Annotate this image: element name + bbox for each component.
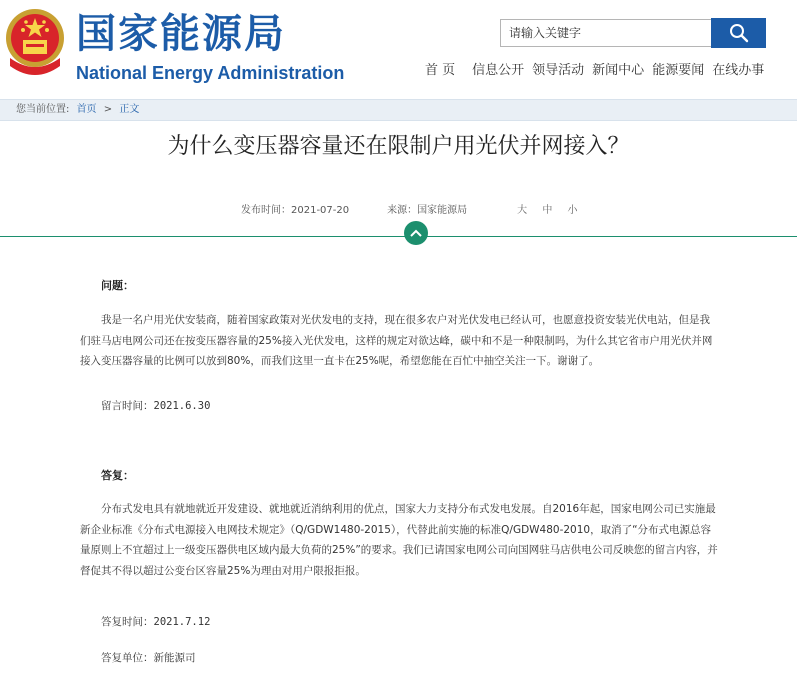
breadcrumb — [0, 99, 797, 121]
content-divider — [0, 236, 797, 237]
brand-title-cn[interactable]: 国家能源局 — [76, 11, 286, 57]
font-size-medium[interactable]: 中 — [542, 205, 553, 216]
chevron-up-icon — [410, 228, 422, 238]
nav-energy-news[interactable]: 能源要闻 — [652, 63, 705, 78]
answer-text: 分布式发电具有就地就近开发建设、就地就近消纳利用的优点，国家大力支持分布式发电发展。自2016年起，国家电网公司已实施最新企业标准《分布式电源接入电网技术规定》（Q/GDW1480-2015），代替此前实施的标准Q/GDW480-2010，取消了“分布式电源总容量原则上不宜超过上一级变压器供电区域内最大负荷的25%”的要求。我们已请国家电网公司向国网驻马店供电公司反映您的留言内容，并督促其不得以超过公变台区容量25%为理由对用户限报拒报。 — [80, 503, 718, 577]
font-size-switcher — [517, 201, 589, 216]
breadcrumb-home-link[interactable]: 首页 — [76, 104, 97, 115]
question-time: 留言时间：2021.6.30 — [101, 400, 211, 412]
nav-home[interactable]: 首 页 — [425, 63, 456, 78]
search-button[interactable] — [711, 18, 766, 48]
search-input[interactable]: 请输入关键字 — [500, 19, 712, 47]
national-emblem-icon — [4, 6, 66, 82]
answer-unit: 答复单位：新能源司 — [101, 652, 196, 664]
brand-title-en[interactable]: National Energy Administration — [76, 63, 345, 83]
question-heading: 问题： — [101, 279, 134, 292]
article-title: 为什么变压器容量还在限制户用光伏并网接入？ — [167, 134, 630, 159]
collapse-toggle-button[interactable] — [404, 221, 428, 245]
font-size-small[interactable]: 小 — [567, 205, 578, 216]
search-icon — [729, 23, 749, 43]
nav-info-disclosure[interactable]: 信息公开 — [472, 63, 525, 78]
nav-news-center[interactable]: 新闻中心 — [592, 63, 645, 78]
font-size-large[interactable]: 大 — [517, 205, 528, 216]
breadcrumb-prefix: 您当前位置: — [16, 104, 70, 115]
nav-online-services[interactable]: 在线办事 — [712, 63, 765, 78]
article-meta — [241, 201, 590, 216]
answer-heading: 答复： — [101, 469, 134, 482]
breadcrumb-current: 正文 — [119, 104, 140, 115]
nav-leadership[interactable]: 领导活动 — [532, 63, 585, 78]
article-source: 来源：国家能源局 — [387, 205, 468, 216]
answer-time: 答复时间：2021.7.12 — [101, 616, 211, 628]
breadcrumb-separator: > — [103, 104, 113, 115]
publish-date: 发布时间：2021-07-20 — [241, 205, 350, 216]
site-header — [0, 0, 797, 93]
question-text: 我是一名户用光伏安装商，随着国家政策对光伏发电的支持，现在很多农户对光伏发电已经认可，也愿意投资安装光伏电站，但是我们驻马店电网公司还在按变压器容量的25%接入光伏发电，这样的规定对欲达峰，碳中和不是一种限制吗，为什么其它省市户用光伏并网接入变压器容量的比例可以放到80%，而我们这里一直卡在25%呢，希望您能在百忙中抽空关注一下。谢谢了。 — [80, 314, 713, 367]
main-nav — [425, 62, 772, 80]
